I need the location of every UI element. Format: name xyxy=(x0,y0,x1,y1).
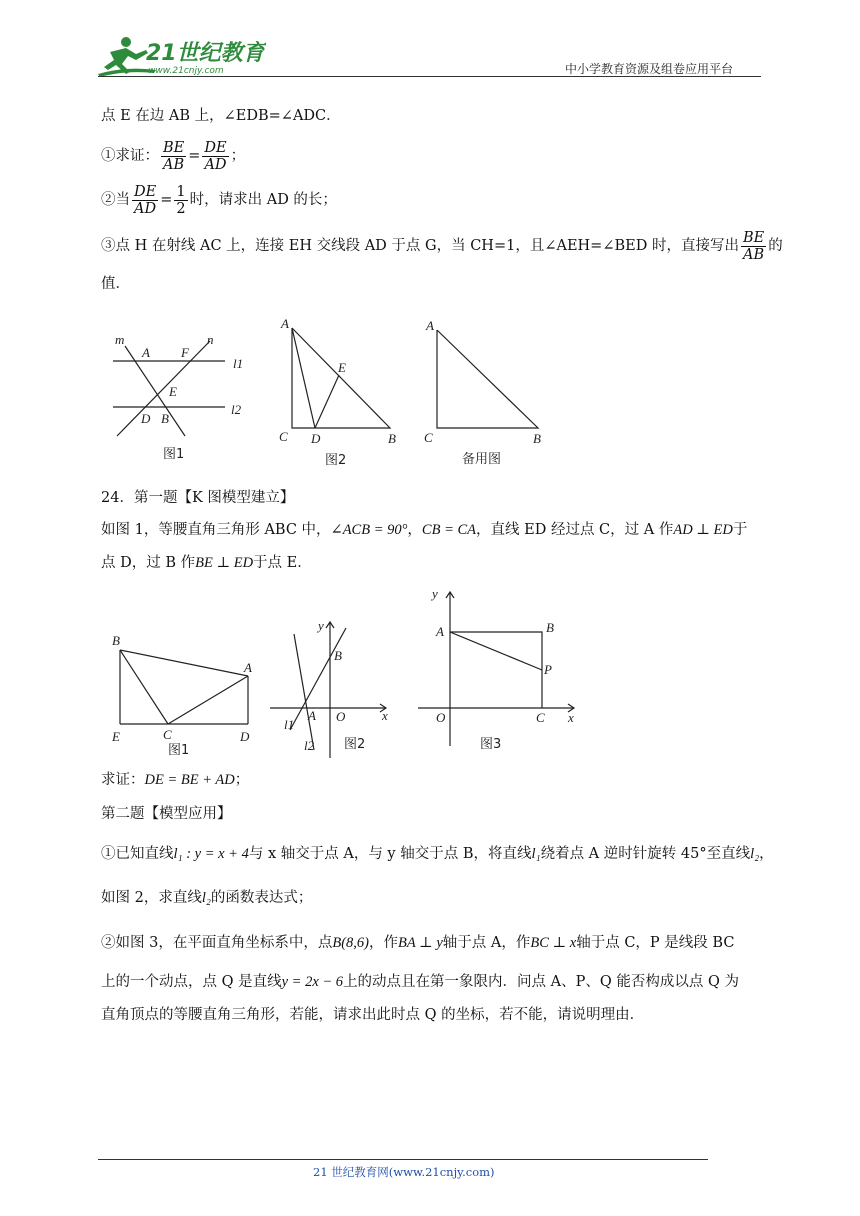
fig-caption: 备用图 xyxy=(462,452,502,467)
q24-s2-line2: 上的一个动点，点 Q 是直线y = 2x − 6上的动点且在第一象限内．问点 A、P、Q 能否构成以点 Q 为 xyxy=(101,974,739,990)
svg-text:A: A xyxy=(308,708,316,723)
fraction-de-ad: $\frac{DE}{AD}$ xyxy=(204,139,227,173)
svg-text:A: A xyxy=(426,318,434,333)
svg-text:x: x xyxy=(568,710,574,725)
svg-text:A: A xyxy=(244,660,252,675)
footer-text: 21 世纪教育网(www.21cnjy.com) xyxy=(313,1165,495,1179)
label-l2: l2 xyxy=(231,402,242,417)
svg-text:C: C xyxy=(163,727,172,742)
q24-s2-line1: ②如图 3，在平面直角坐标系中，点B(8,6)，作BA ⊥ y轴于点 A，作BC ⊥ x轴于点 C，P 是线段 BC xyxy=(101,935,735,951)
fraction-be-ab-3: $\frac{BE}{AB}$ xyxy=(742,229,765,263)
label-E: E xyxy=(169,384,177,399)
svg-text:B: B xyxy=(334,648,342,663)
q24-figure-3 xyxy=(414,586,584,756)
label-m: m xyxy=(115,332,125,347)
svg-text:O: O xyxy=(436,710,446,725)
q24-figure-2 xyxy=(266,612,396,762)
q24-s1-line2: 如图 2，求直线l₂的函数表达式； xyxy=(101,890,313,906)
site-logo xyxy=(96,30,266,78)
q23-part1: ①求证： $\frac{BE}{AB}$ = $\frac{DE}{AD}$ ； xyxy=(101,139,246,173)
fraction-de-ad-2: $\frac{DE}{AD}$ xyxy=(134,183,157,217)
svg-text:B: B xyxy=(112,633,120,648)
header-divider xyxy=(98,76,761,77)
label-A: A xyxy=(142,345,150,360)
svg-text:y: y xyxy=(432,586,438,601)
fig-caption: 图1 xyxy=(163,447,185,462)
svg-text:B: B xyxy=(546,620,554,635)
fig-caption: 图3 xyxy=(480,737,502,752)
label-n: n xyxy=(207,332,214,347)
q24-title: 24．第一题【K 图模型建立】 xyxy=(101,490,295,506)
fig-caption: 图2 xyxy=(344,737,366,752)
svg-text:E: E xyxy=(112,729,120,744)
svg-text:D: D xyxy=(240,729,250,744)
svg-text:C: C xyxy=(424,430,433,445)
q24-line1: 如图 1，等腰直角三角形 ABC 中，∠ACB = 90°，CB = CA，直线 ED 经过点 C，过 A 作AD ⊥ ED于 xyxy=(101,522,748,538)
footer-divider xyxy=(98,1159,708,1160)
fig-caption: 图1 xyxy=(168,743,190,758)
q24-s1-line1: ①已知直线l₁ : y = x + 4与 x 轴交于点 A，与 y 轴交于点 B，将直线l₁绕着点 A 逆时针旋转 45°至直线l₂， xyxy=(101,846,774,862)
svg-text:A: A xyxy=(281,316,289,331)
logo-url: www.21cnjy.com xyxy=(148,66,224,76)
q23-part3: ③点 H 在射线 AC 上，连接 EH 交线段 AD 于点 G，当 CH=1，且∠AEH=∠BED 时，直接写出 $\frac{BE}{AB}$ 的 xyxy=(101,229,783,263)
svg-text:l1: l1 xyxy=(284,717,295,732)
fig-caption: 图2 xyxy=(325,453,347,468)
label-l1: l1 xyxy=(233,356,244,371)
label-B: B xyxy=(161,411,169,426)
q24-line2: 点 D，过 B 作BE ⊥ ED于点 E． xyxy=(101,555,312,571)
svg-text:P: P xyxy=(544,662,552,677)
svg-text:B: B xyxy=(388,431,396,446)
header-platform-text: 中小学教育资源及组卷应用平台 xyxy=(565,62,734,76)
fraction-one-half: $\frac{1}{2}$ xyxy=(176,183,186,217)
q23-figure-2 xyxy=(275,312,405,472)
q23-part2: ②当 $\frac{DE}{AD}$ = $\frac{1}{2}$ 时，请求出 AD 的长； xyxy=(101,183,337,217)
label-D: D xyxy=(141,411,151,426)
svg-text:l2: l2 xyxy=(304,738,315,753)
q24-proof: 求证：DE = BE + AD； xyxy=(101,772,250,788)
svg-text:y: y xyxy=(318,618,324,633)
svg-text:O: O xyxy=(336,709,346,724)
svg-text:C: C xyxy=(279,429,288,444)
svg-text:D: D xyxy=(311,431,321,446)
svg-text:C: C xyxy=(536,710,545,725)
q24-s2-line3: 直角顶点的等腰直角三角形，若能，请求出此时点 Q 的坐标，若不能，请说明理由． xyxy=(101,1007,645,1023)
svg-text:x: x xyxy=(382,708,388,723)
fraction-be-ab: $\frac{BE}{AB}$ xyxy=(163,139,185,173)
q23-part3-line2: 值． xyxy=(101,276,130,292)
svg-text:E: E xyxy=(338,360,346,375)
q24-section2-title: 第二题【模型应用】 xyxy=(101,806,232,822)
svg-text:B: B xyxy=(533,431,541,446)
q23-figure-1 xyxy=(105,316,265,466)
q23-line1: 点 E 在边 AB 上，∠EDB=∠ADC． xyxy=(101,108,341,124)
svg-text:A: A xyxy=(436,624,444,639)
label-F: F xyxy=(181,345,189,360)
logo-title: 21世纪教育 xyxy=(146,41,265,66)
q24-figure-1 xyxy=(106,628,266,758)
q23-figure-backup xyxy=(420,312,560,472)
